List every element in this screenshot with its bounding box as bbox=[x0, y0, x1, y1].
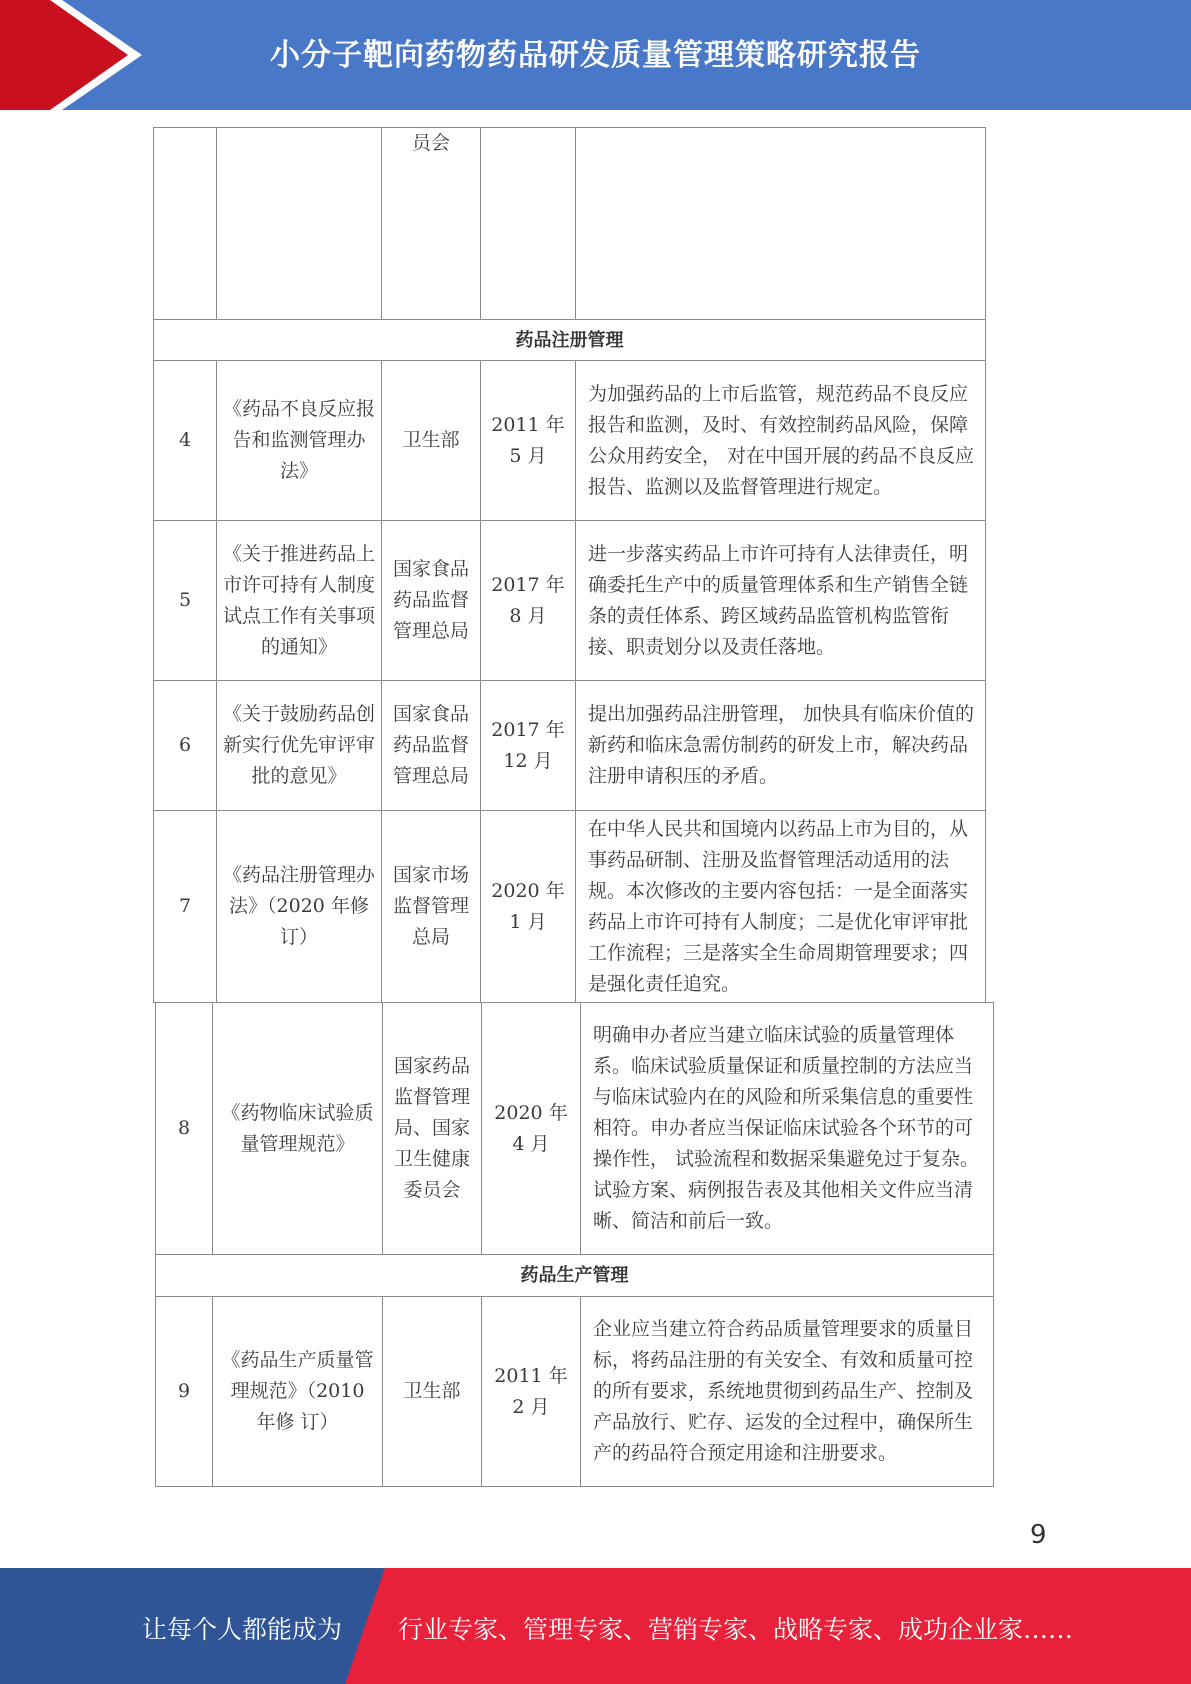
regulation-description: 明确申办者应当建立临床试验的质量管理体系。临床试验质量保证和质量控制的方法应当与临床试验内在的风险和所采集信息的重要性相符。申办者应当保证临床试验各个环节的可操作性， 试验流程和数据采集避免过于复杂。试验方案、病例报告表及其他相关文件应当清晰、简洁和前后一致。 bbox=[581, 1003, 994, 1255]
regulation-name: 《关于推进药品上市许可持有人制度试点工作有关事项的通知》 bbox=[217, 521, 382, 681]
issuing-dept: 国家药品监督管理局、国家卫生健康委员会 bbox=[383, 1003, 482, 1255]
regulation-description: 提出加强药品注册管理， 加快具有临床价值的新药和临床急需仿制药的研发上市，解决药品注册申请积压的矛盾。 bbox=[576, 681, 986, 811]
page-footer bbox=[0, 1568, 1191, 1684]
row-number: 8 bbox=[156, 1003, 213, 1255]
dept-cell: 员会 bbox=[382, 128, 481, 320]
issuing-dept: 国家食品药品监督管理总局 bbox=[382, 521, 481, 681]
table-row bbox=[154, 521, 986, 681]
regulation-name: 《药品不良反应报告和监测管理办法》 bbox=[217, 361, 382, 521]
regulation-name: 《药品生产质量管理规范》（2010 年修 订） bbox=[213, 1297, 383, 1487]
issuing-dept: 国家市场监督管理总局 bbox=[382, 811, 481, 1003]
table-row bbox=[156, 1003, 994, 1255]
issue-date: 2020 年 1 月 bbox=[481, 811, 576, 1003]
header-chevron-icon bbox=[0, 0, 160, 110]
table-row bbox=[156, 1297, 994, 1487]
row-number: 6 bbox=[154, 681, 217, 811]
table-row-continued bbox=[154, 128, 986, 320]
regulation-description: 在中华人民共和国境内以药品上市为目的，从事药品研制、注册及监督管理活动适用的法规。本次修改的主要内容包括：一是全面落实药品上市许可持有人制度；二是优化审评审批工作流程；三是落实全生命周期管理要求；四是强化责任追究。 bbox=[576, 811, 986, 1003]
row-number: 5 bbox=[154, 521, 217, 681]
regulation-description: 进一步落实药品上市许可持有人法律责任，明确委托生产中的质量管理体系和生产销售全链条的责任体系、跨区域药品监管机构监管衔接、职责划分以及责任落地。 bbox=[576, 521, 986, 681]
row-number: 9 bbox=[156, 1297, 213, 1487]
section-title: 药品生产管理 bbox=[156, 1255, 994, 1297]
page-number: 9 bbox=[1030, 1520, 1047, 1550]
issuing-dept: 卫生部 bbox=[383, 1297, 482, 1487]
regulation-description: 企业应当建立符合药品质量管理要求的质量目标，将药品注册的有关安全、有效和质量可控的所有要求，系统地贯彻到药品生产、控制及产品放行、贮存、运发的全过程中，确保所生产的药品符合预定用途和注册要求。 bbox=[581, 1297, 994, 1487]
regulation-name: 《关于鼓励药品创新实行优先审评审批的意见》 bbox=[217, 681, 382, 811]
regulation-description: 为加强药品的上市后监管，规范药品不良反应报告和监测，及时、有效控制药品风险，保障公众用药安全， 对在中国开展的药品不良反应报告、监测以及监督管理进行规定。 bbox=[576, 361, 986, 521]
footer-slogan-left: 让每个人都能成为 bbox=[142, 1615, 343, 1644]
issue-date: 2017 年 8 月 bbox=[481, 521, 576, 681]
regulation-name: 《药品注册管理办法》（2020 年修 订） bbox=[217, 811, 382, 1003]
issuing-dept: 国家食品药品监督管理总局 bbox=[382, 681, 481, 811]
issuing-dept: 卫生部 bbox=[382, 361, 481, 521]
table-row bbox=[154, 811, 986, 1003]
issue-date: 2017 年 12 月 bbox=[481, 681, 576, 811]
issue-date: 2020 年 4 月 bbox=[482, 1003, 581, 1255]
row-number: 7 bbox=[154, 811, 217, 1003]
section-row bbox=[154, 320, 986, 361]
issue-date: 2011 年 2 月 bbox=[482, 1297, 581, 1487]
regulation-table-part2 bbox=[155, 1002, 994, 1487]
section-title: 药品注册管理 bbox=[154, 320, 986, 361]
section-row bbox=[156, 1255, 994, 1297]
regulation-table-part1 bbox=[153, 127, 986, 1003]
footer-slogan-right: 行业专家、管理专家、营销专家、战略专家、成功企业家…… bbox=[398, 1615, 1074, 1644]
table-row bbox=[154, 361, 986, 521]
report-title: 小分子靶向药物药品研发质量管理策略研究报告 bbox=[270, 38, 921, 73]
table-row bbox=[154, 681, 986, 811]
issue-date: 2011 年 5 月 bbox=[481, 361, 576, 521]
page-header bbox=[0, 0, 1191, 110]
regulation-name: 《药物临床试验质量管理规范》 bbox=[213, 1003, 383, 1255]
row-number: 4 bbox=[154, 361, 217, 521]
